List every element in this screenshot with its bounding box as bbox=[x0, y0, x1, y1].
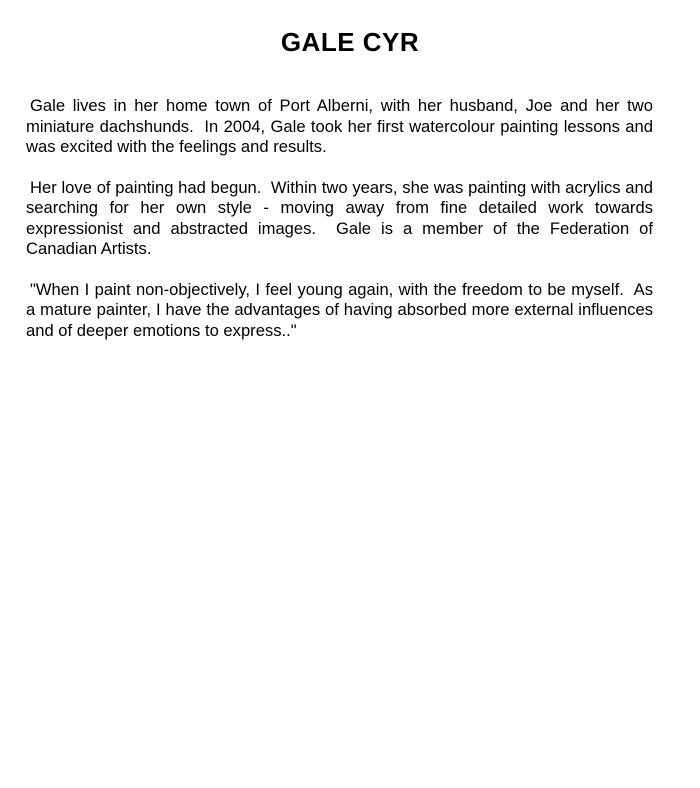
paragraph-intro: Gale lives in her home town of Port Alberni, with her husband, Joe and her two miniature dachshunds. In 2004, Gale took her first watercolour painting lessons and was excited with the feelings and results. bbox=[26, 96, 658, 156]
paragraph-artist-quote: "When I paint non-objectively, I feel young again, with the freedom to be myself. As a mature painter, I have the advantages of having absorbed more external influences and of deeper emotions to express.." bbox=[26, 279, 658, 340]
biography-body bbox=[26, 96, 658, 361]
page-title: GALE CYR bbox=[280, 27, 420, 57]
paragraph-painting-journey: Her love of painting had begun. Within two years, she was painting with acrylics and searching for her own style - moving away from fine detailed work towards expressionist and abstracted images. Gale is a member of the Federation of Canadian Artists. bbox=[26, 177, 658, 258]
